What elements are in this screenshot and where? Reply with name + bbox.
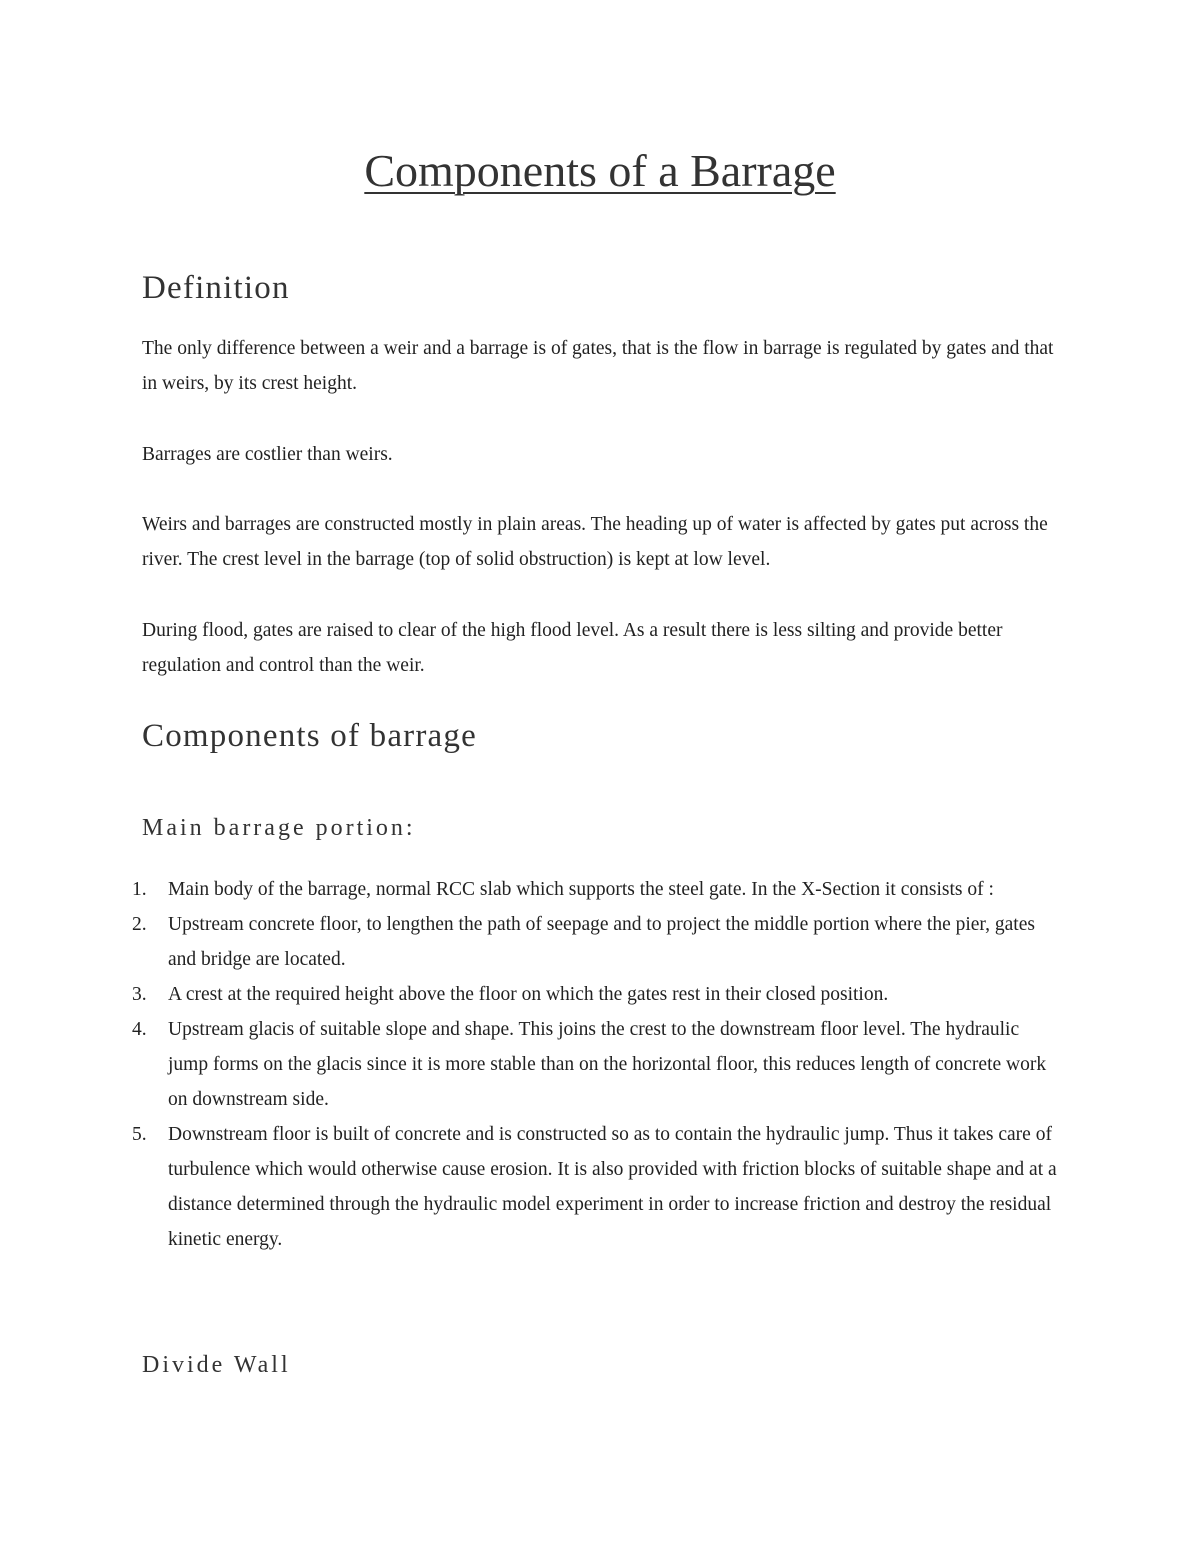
main-portion-list — [132, 872, 1062, 1257]
list-item — [132, 1012, 1062, 1117]
definition-heading: Definition — [142, 270, 290, 306]
list-item-number: 4. — [132, 1019, 147, 1040]
divide-wall-heading: Divide Wall — [142, 1352, 291, 1378]
list-item-text: A crest at the required height above the floor on which the gates rest in their closed position. — [168, 984, 889, 1005]
list-item-text: Main body of the barrage, normal RCC slab which supports the steel gate. In the X-Section it consists of : — [168, 879, 994, 900]
page-title-text: Components of a Barrage — [364, 145, 836, 196]
definition-paragraph-4: During flood, gates are raised to clear of the high flood level. As a result there is less silting and provide better regulation and control than the weir. — [142, 620, 1003, 676]
main-portion-heading: Main barrage portion: — [142, 815, 416, 841]
list-item — [132, 1117, 1062, 1257]
list-item-number: 2. — [132, 914, 147, 935]
list-item — [132, 872, 1062, 907]
page-title — [0, 140, 1200, 202]
list-item-text: Upstream concrete floor, to lengthen the path of seepage and to project the middle portion where the pier, gates and bridge are located. — [168, 914, 1035, 970]
list-item-text: Upstream glacis of suitable slope and shape. This joins the crest to the downstream floor level. The hydraulic jump forms on the glacis since it is more stable than on the horizontal floor, this reduces length of concrete work on downstream side. — [168, 1019, 1047, 1110]
list-item-number: 5. — [132, 1124, 147, 1145]
list-item-number: 1. — [132, 879, 147, 900]
definition-paragraph-2: Barrages are costlier than weirs. — [142, 444, 393, 465]
list-item-text: Downstream floor is built of concrete and is constructed so as to contain the hydraulic jump. Thus it takes care of turbulence which would otherwise cause erosion. It is also provided with friction blocks of suitable shape and at a distance determined through the hydraulic model experiment in order to increase friction and destroy the residual kinetic energy. — [168, 1124, 1057, 1250]
list-item — [132, 977, 1062, 1012]
list-item-number: 3. — [132, 984, 147, 1005]
components-heading: Components of barrage — [142, 718, 477, 754]
list-item — [132, 907, 1062, 977]
definition-paragraph-3: Weirs and barrages are constructed mostly in plain areas. The heading up of water is affected by gates put across the river. The crest level in the barrage (top of solid obstruction) is kept at low level. — [142, 514, 1048, 570]
definition-paragraph-1: The only difference between a weir and a barrage is of gates, that is the flow in barrage is regulated by gates and that in weirs, by its crest height. — [142, 338, 1054, 394]
